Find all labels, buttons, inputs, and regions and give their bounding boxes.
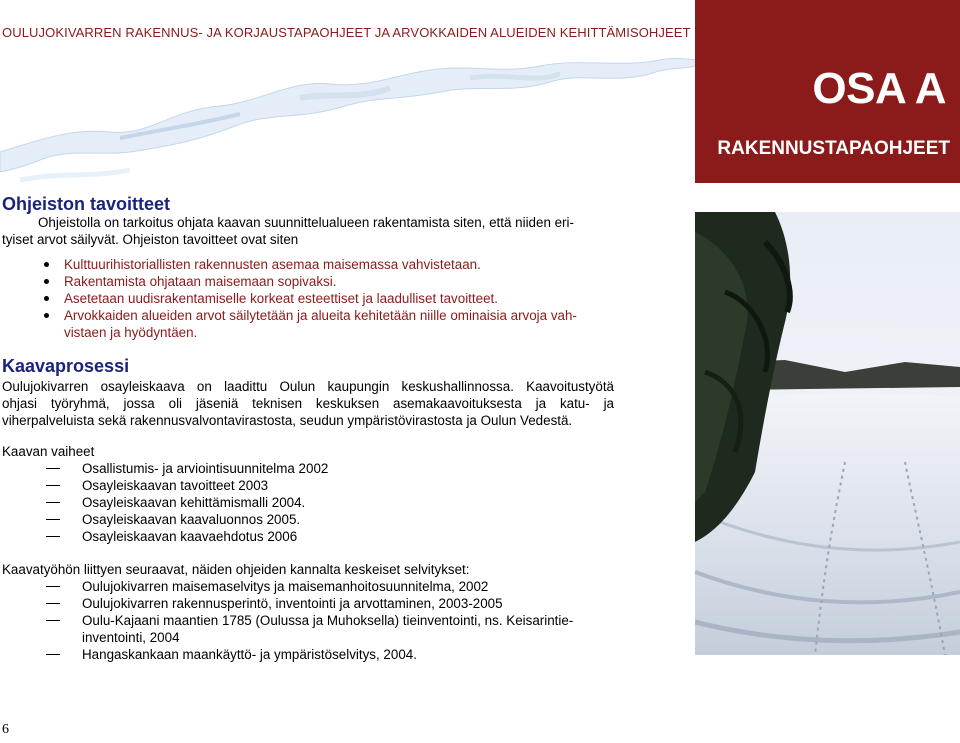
list-item: Arvokkaiden alueiden arvot säilytetään ja alueita kehitetään niille ominaisia arvoja vah- (48, 307, 628, 324)
river-illustration (0, 40, 700, 190)
section-badge (695, 0, 960, 183)
document-header-title: OULUJOKIVARREN RAKENNUS- JA KORJAUSTAPAOHJEET JA ARVOKKAIDEN ALUEIDEN KEHITTÄMISOHJEET (2, 25, 691, 40)
dash-icon (46, 502, 60, 503)
dash-icon (46, 620, 60, 621)
tavoitteet-intro-line1: Ohjeistolla on tarkoitus ohjata kaavan suunnittelualueen rakentamista siten, että niiden eri- (38, 215, 574, 230)
list-item: Oulu-Kajaani maantien 1785 (Oulussa ja Muhoksella) tieinventointi, ns. Keisarintie- (46, 612, 573, 629)
tavoitteet-heading: Ohjeiston tavoitteet (2, 194, 171, 214)
part-label: OSA A (812, 64, 946, 113)
dash-icon (46, 468, 60, 469)
list-item: Rakentamista ohjataan maisemaan sopivaksi. (48, 273, 628, 290)
tavoitteet-intro-line2: tyiset arvot säilyvät. Ohjeiston tavoitteet ovat siten (2, 232, 299, 247)
vaiheet-label: Kaavan vaiheet (2, 444, 95, 459)
dash-icon (46, 654, 60, 655)
selvitykset-label: Kaavatyöhön liittyen seuraavat, näiden ohjeiden kannalta keskeiset selvitykset: (2, 562, 470, 577)
page-number: 6 (2, 722, 9, 737)
list-item: Osayleiskaavan kaavaluonnos 2005. (46, 511, 328, 528)
bullet-icon (44, 262, 49, 267)
list-item: Asetetaan uudisrakentamiselle korkeat esteettiset ja laadulliset tavoitteet. (48, 290, 628, 307)
kaavaprosessi-line1: Oulujokivarren osayleiskaava on laadittu Oulun kaupungin keskushallinnossa. Kaavoitustyötä (2, 379, 614, 394)
kaavaprosessi-line2: ohjasi työryhmä, jossa oli jäseniä teknisen keskuksen asemakaavoituksesta ja katu- ja (2, 396, 614, 411)
list-item-continuation: inventointi, 2004 (82, 630, 180, 645)
tavoitteet-bullet-list (48, 256, 628, 341)
dash-icon (46, 485, 60, 486)
selvitykset-list (46, 578, 573, 663)
list-item: Osayleiskaavan kehittämismalli 2004. (46, 494, 328, 511)
list-item-continuation: vistaen ja hyödyntäen. (64, 325, 198, 340)
kaavaprosessi-line3: viherpalveluista sekä rakennusvalvontavirastosta, seudun ympäristövirastosta ja Oulun Vedestä. (2, 413, 573, 428)
bullet-icon (44, 279, 49, 284)
list-item: Oulujokivarren rakennusperintö, inventointi ja arvottaminen, 2003-2005 (46, 595, 573, 612)
list-item: Oulujokivarren maisemaselvitys ja maisemanhoitosuunnitelma, 2002 (46, 578, 573, 595)
bullet-icon (44, 313, 49, 318)
list-item: Osayleiskaavan tavoitteet 2003 (46, 477, 328, 494)
kaavaprosessi-heading: Kaavaprosessi (2, 356, 130, 376)
part-subtitle: RAKENNUSTAPAOHJEET (717, 138, 950, 159)
winter-landscape-photo (695, 212, 960, 655)
dash-icon (46, 586, 60, 587)
vaiheet-list (46, 460, 328, 545)
dash-icon (46, 519, 60, 520)
bullet-icon (44, 296, 49, 301)
list-item: Hangaskankaan maankäyttö- ja ympäristöselvitys, 2004. (46, 646, 573, 663)
dash-icon (46, 536, 60, 537)
list-item: Osayleiskaavan kaavaehdotus 2006 (46, 528, 328, 545)
dash-icon (46, 603, 60, 604)
list-item: Kulttuurihistoriallisten rakennusten asemaa maisemassa vahvistetaan. (48, 256, 628, 273)
list-item: Osallistumis- ja arviointisuunnitelma 2002 (46, 460, 328, 477)
